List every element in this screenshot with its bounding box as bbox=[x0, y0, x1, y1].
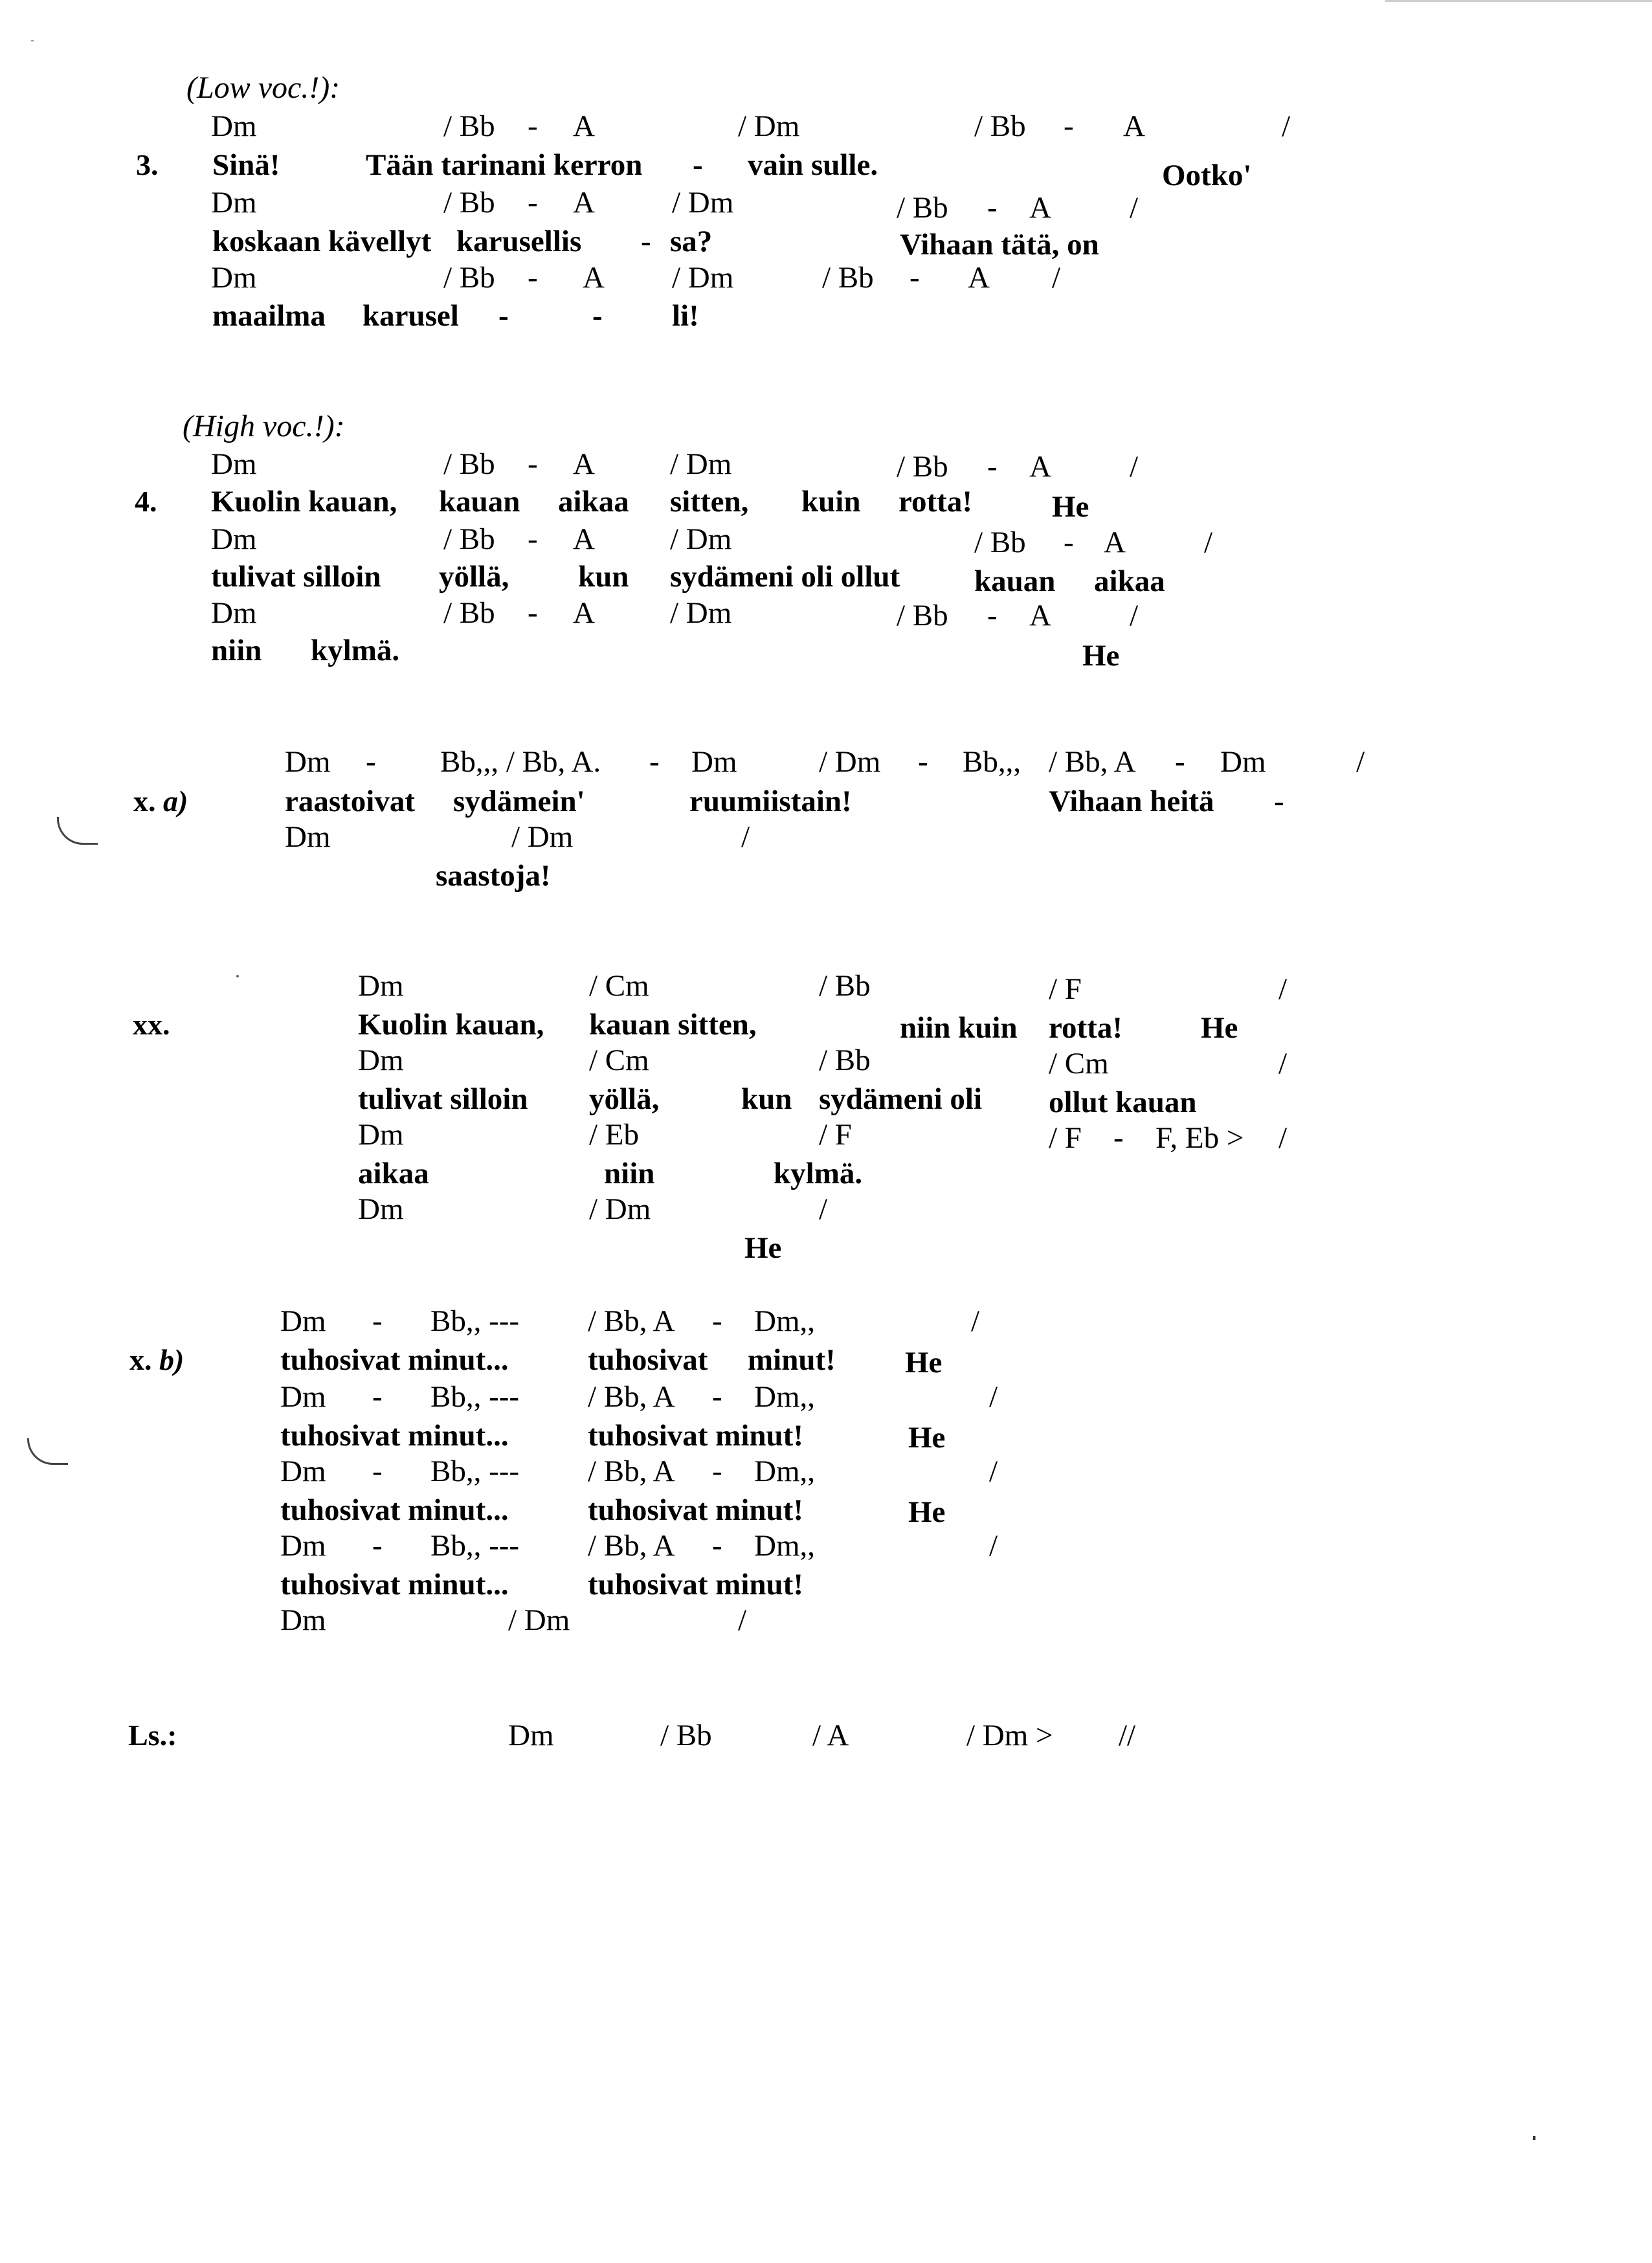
chord: / bbox=[989, 1455, 998, 1488]
lyric: karusellis bbox=[456, 225, 582, 258]
section-label: xx. bbox=[133, 1008, 170, 1041]
chord: / Bb bbox=[443, 109, 495, 143]
lyric: tuhosivat minut... bbox=[280, 1343, 509, 1377]
section-label-prefix: x. bbox=[129, 1343, 152, 1376]
lyric: kylmä. bbox=[774, 1157, 863, 1190]
chord: - bbox=[649, 745, 660, 779]
pencil-dot bbox=[236, 975, 239, 977]
chord: Dm bbox=[211, 596, 257, 630]
lyric: yöllä, bbox=[589, 1082, 660, 1116]
lyric: Tään tarinani kerron bbox=[366, 148, 643, 182]
chord: A bbox=[1029, 191, 1051, 225]
section-label: Ls.: bbox=[128, 1719, 177, 1752]
lyric: - bbox=[693, 148, 703, 182]
lyric: niin bbox=[604, 1157, 655, 1190]
section-label-suffix: a) bbox=[163, 785, 188, 818]
lyric: vain sulle. bbox=[748, 148, 878, 182]
lyric: koskaan kävellyt bbox=[212, 225, 432, 258]
lyric: sydämeni oli ollut bbox=[670, 560, 900, 594]
chord: - bbox=[528, 261, 538, 295]
chord: Dm bbox=[358, 1192, 404, 1226]
chord: / bbox=[1130, 450, 1139, 484]
chord: - bbox=[712, 1304, 722, 1338]
lyric: He bbox=[1052, 490, 1089, 524]
chord: A bbox=[1123, 109, 1145, 143]
chord: / Eb bbox=[589, 1118, 640, 1152]
chord: A bbox=[573, 447, 595, 481]
chord: Dm bbox=[508, 1719, 554, 1752]
lyric: sa? bbox=[670, 225, 713, 258]
chord: A bbox=[1104, 526, 1126, 559]
chord: Dm bbox=[280, 1455, 326, 1488]
chord: / F bbox=[1049, 972, 1082, 1006]
chord: / Cm bbox=[1049, 1047, 1109, 1080]
chord: / Bb, A bbox=[588, 1380, 675, 1414]
lyric: - bbox=[1274, 785, 1284, 818]
chord: / bbox=[1052, 261, 1061, 295]
lyric: - bbox=[641, 225, 651, 258]
chord: / Dm bbox=[670, 596, 732, 630]
chord: - bbox=[1113, 1121, 1124, 1155]
chord: Dm,, bbox=[754, 1380, 815, 1414]
lyric: He bbox=[744, 1231, 782, 1265]
lyric: aikaa bbox=[358, 1157, 429, 1190]
chord: - bbox=[372, 1304, 383, 1338]
chord: Bb,, --- bbox=[430, 1380, 520, 1414]
lyric: tuhosivat minut... bbox=[280, 1568, 509, 1601]
lyric: maailma bbox=[212, 299, 326, 333]
chord: / Bb bbox=[897, 599, 948, 632]
lyric: He bbox=[1201, 1011, 1238, 1045]
lyric: raastoivat bbox=[285, 785, 416, 818]
lyric: rotta! bbox=[899, 485, 972, 518]
lyric: kun bbox=[741, 1082, 792, 1116]
chord: - bbox=[528, 596, 538, 630]
lyric: - bbox=[592, 299, 603, 333]
section-header: (Low voc.!): bbox=[186, 71, 340, 105]
chord: / bbox=[1278, 972, 1288, 1006]
chord: Dm,, bbox=[754, 1455, 815, 1488]
chord: Dm bbox=[358, 1043, 404, 1077]
lyric: Kuolin kauan, bbox=[358, 1008, 544, 1042]
chord: Dm bbox=[211, 447, 257, 481]
chord: / bbox=[1130, 599, 1139, 632]
lyric: He bbox=[908, 1495, 946, 1529]
chord: - bbox=[372, 1529, 383, 1563]
lyric: sydämeni oli bbox=[819, 1082, 983, 1116]
chord: / F bbox=[819, 1118, 852, 1152]
lyric: He bbox=[905, 1346, 943, 1379]
chord: Bb,, --- bbox=[430, 1529, 520, 1563]
lyric: Ootko' bbox=[1162, 159, 1252, 192]
chord: / Dm bbox=[738, 109, 800, 143]
chord: / Bb bbox=[822, 261, 874, 295]
chord: Dm bbox=[285, 820, 331, 854]
lyric: saastoja! bbox=[436, 859, 551, 893]
chord: Dm bbox=[280, 1380, 326, 1414]
chord: / bbox=[971, 1304, 980, 1338]
chord: / bbox=[1130, 191, 1139, 225]
chord: - bbox=[987, 191, 998, 225]
chord: / Dm bbox=[589, 1192, 651, 1226]
chord: / Bb, A bbox=[588, 1529, 675, 1563]
chord: Dm bbox=[285, 745, 331, 779]
chord: - bbox=[1064, 109, 1074, 143]
chord: / F bbox=[1049, 1121, 1082, 1155]
chord: - bbox=[528, 186, 538, 219]
chord: / bbox=[819, 1192, 828, 1226]
lyric: ruumiistain! bbox=[689, 785, 852, 818]
lyric: kun bbox=[578, 560, 629, 594]
chord: Dm bbox=[280, 1603, 326, 1637]
chord: / Bb bbox=[443, 186, 495, 219]
chord: F, Eb > bbox=[1155, 1121, 1244, 1155]
lyric: li! bbox=[672, 299, 699, 333]
chord: Dm bbox=[280, 1304, 326, 1338]
chord: / bbox=[741, 820, 750, 854]
chord: A bbox=[1029, 450, 1051, 484]
lyric: aikaa bbox=[1094, 564, 1165, 598]
chord: Dm bbox=[280, 1529, 326, 1563]
chord: / Cm bbox=[589, 1043, 649, 1077]
chord: / Bb bbox=[443, 261, 495, 295]
chord: / bbox=[1278, 1121, 1288, 1155]
chord: / A bbox=[812, 1719, 849, 1752]
chord: / bbox=[1204, 526, 1213, 559]
chord: Dm bbox=[211, 109, 257, 143]
chord: Bb,, --- bbox=[430, 1455, 520, 1488]
section-label-suffix: b) bbox=[159, 1343, 184, 1376]
chord: - bbox=[528, 109, 538, 143]
chord: / Bb, A bbox=[1049, 745, 1136, 779]
chord: / Bb bbox=[897, 450, 948, 484]
chord: / bbox=[1282, 109, 1291, 143]
lyric: tuhosivat minut! bbox=[588, 1419, 803, 1453]
chord: / Dm bbox=[672, 186, 734, 219]
chord: - bbox=[1064, 526, 1074, 559]
chord: Dm,, bbox=[754, 1304, 815, 1338]
chord: - bbox=[712, 1380, 722, 1414]
chord: / Dm bbox=[819, 745, 881, 779]
verse-number: 4. bbox=[135, 485, 157, 518]
chord: / bbox=[1278, 1047, 1288, 1080]
chord: Dm,, bbox=[754, 1529, 815, 1563]
lyric: kauan sitten, bbox=[589, 1008, 757, 1042]
lyric: kauan bbox=[974, 564, 1056, 598]
chord: - bbox=[910, 261, 920, 295]
chord: - bbox=[987, 450, 998, 484]
chord: Dm bbox=[1220, 745, 1266, 779]
lyric: Kuolin kauan, bbox=[211, 485, 397, 518]
chord: A bbox=[573, 109, 595, 143]
lyric: kuin bbox=[801, 485, 861, 518]
chord: / Bb, A bbox=[588, 1304, 675, 1338]
verse-number: 3. bbox=[136, 148, 159, 181]
chord: - bbox=[528, 522, 538, 556]
lyric: ollut kauan bbox=[1049, 1086, 1197, 1119]
chord: Dm bbox=[211, 186, 257, 219]
section-label bbox=[133, 786, 188, 816]
lyric: sitten, bbox=[670, 485, 749, 518]
chord: A bbox=[573, 186, 595, 219]
chord: Dm bbox=[211, 261, 257, 295]
chord: / Bb bbox=[819, 1043, 871, 1077]
section-label bbox=[129, 1345, 184, 1375]
chord: / Bb bbox=[443, 447, 495, 481]
scan-speck bbox=[31, 40, 34, 41]
chord: A bbox=[968, 261, 990, 295]
lyric: niin bbox=[211, 634, 262, 667]
chord: / Bb bbox=[819, 969, 871, 1003]
chord: / bbox=[738, 1603, 747, 1637]
scan-speck bbox=[1533, 2136, 1535, 2140]
lyric: tulivat silloin bbox=[358, 1082, 528, 1116]
chord: / bbox=[1356, 745, 1365, 779]
chord: / bbox=[989, 1529, 998, 1563]
chord: / Bb bbox=[974, 526, 1026, 559]
lyric: kauan bbox=[439, 485, 520, 518]
chord: Dm bbox=[358, 969, 404, 1003]
pencil-mark bbox=[27, 1438, 68, 1465]
chord: Bb,,, / Bb, A. bbox=[440, 745, 601, 779]
lyric: niin kuin bbox=[900, 1011, 1018, 1045]
chord: Dm bbox=[358, 1118, 404, 1152]
chord: / Bb bbox=[897, 191, 948, 225]
lyric: Vihaan tätä, on bbox=[900, 228, 1099, 262]
chord: Dm bbox=[691, 745, 737, 779]
chord: / Bb bbox=[660, 1719, 712, 1752]
pencil-mark bbox=[57, 817, 98, 845]
lyric: minut! bbox=[748, 1343, 836, 1377]
chord: A bbox=[573, 596, 595, 630]
chord: Bb,,, bbox=[963, 745, 1021, 779]
chord: / Dm bbox=[508, 1603, 570, 1637]
lyric: tuhosivat minut! bbox=[588, 1568, 803, 1601]
chord: - bbox=[712, 1455, 722, 1488]
lyric: yöllä, bbox=[439, 560, 509, 594]
chord: - bbox=[987, 599, 998, 632]
lyric: tuhosivat minut... bbox=[280, 1419, 509, 1453]
lyric: tulivat silloin bbox=[211, 560, 381, 594]
chord: / Bb bbox=[443, 522, 495, 556]
chord: - bbox=[372, 1455, 383, 1488]
lyric: tuhosivat bbox=[588, 1343, 708, 1377]
lyric: He bbox=[1082, 639, 1120, 673]
lyric: sydämein' bbox=[453, 785, 585, 818]
section-header: (High voc.!): bbox=[183, 409, 345, 443]
lyric: rotta! bbox=[1049, 1011, 1122, 1045]
chord: / bbox=[989, 1380, 998, 1414]
chord: // bbox=[1119, 1719, 1136, 1752]
chord: / Dm bbox=[672, 261, 734, 295]
chord: / Bb bbox=[443, 596, 495, 630]
lyric: He bbox=[908, 1421, 946, 1455]
lyric: Sinä! bbox=[212, 148, 280, 182]
section-label-prefix: x. bbox=[133, 785, 156, 818]
chord: / Dm bbox=[511, 820, 574, 854]
chord: / Dm bbox=[670, 522, 732, 556]
chord: - bbox=[918, 745, 928, 779]
lyric: karusel bbox=[363, 299, 459, 333]
chord: / Cm bbox=[589, 969, 649, 1003]
lyric: tuhosivat minut! bbox=[588, 1493, 803, 1527]
lyric: kylmä. bbox=[311, 634, 400, 667]
chord: A bbox=[573, 522, 595, 556]
chord: - bbox=[1175, 745, 1185, 779]
chord: Bb,, --- bbox=[430, 1304, 520, 1338]
chord: A bbox=[583, 261, 605, 295]
lyric: Vihaan heitä bbox=[1049, 785, 1214, 818]
chord: - bbox=[712, 1529, 722, 1563]
chord: A bbox=[1029, 599, 1051, 632]
chord: - bbox=[528, 447, 538, 481]
chord: / Bb, A bbox=[588, 1455, 675, 1488]
chord: - bbox=[372, 1380, 383, 1414]
chord: / Bb bbox=[974, 109, 1026, 143]
scan-edge-line bbox=[1385, 0, 1652, 2]
lyric: tuhosivat minut... bbox=[280, 1493, 509, 1527]
chord: / Dm bbox=[670, 447, 732, 481]
chord: / Dm > bbox=[966, 1719, 1053, 1752]
lyric: - bbox=[498, 299, 509, 333]
chord: - bbox=[366, 745, 376, 779]
chord: Dm bbox=[211, 522, 257, 556]
lyric: aikaa bbox=[558, 485, 629, 518]
